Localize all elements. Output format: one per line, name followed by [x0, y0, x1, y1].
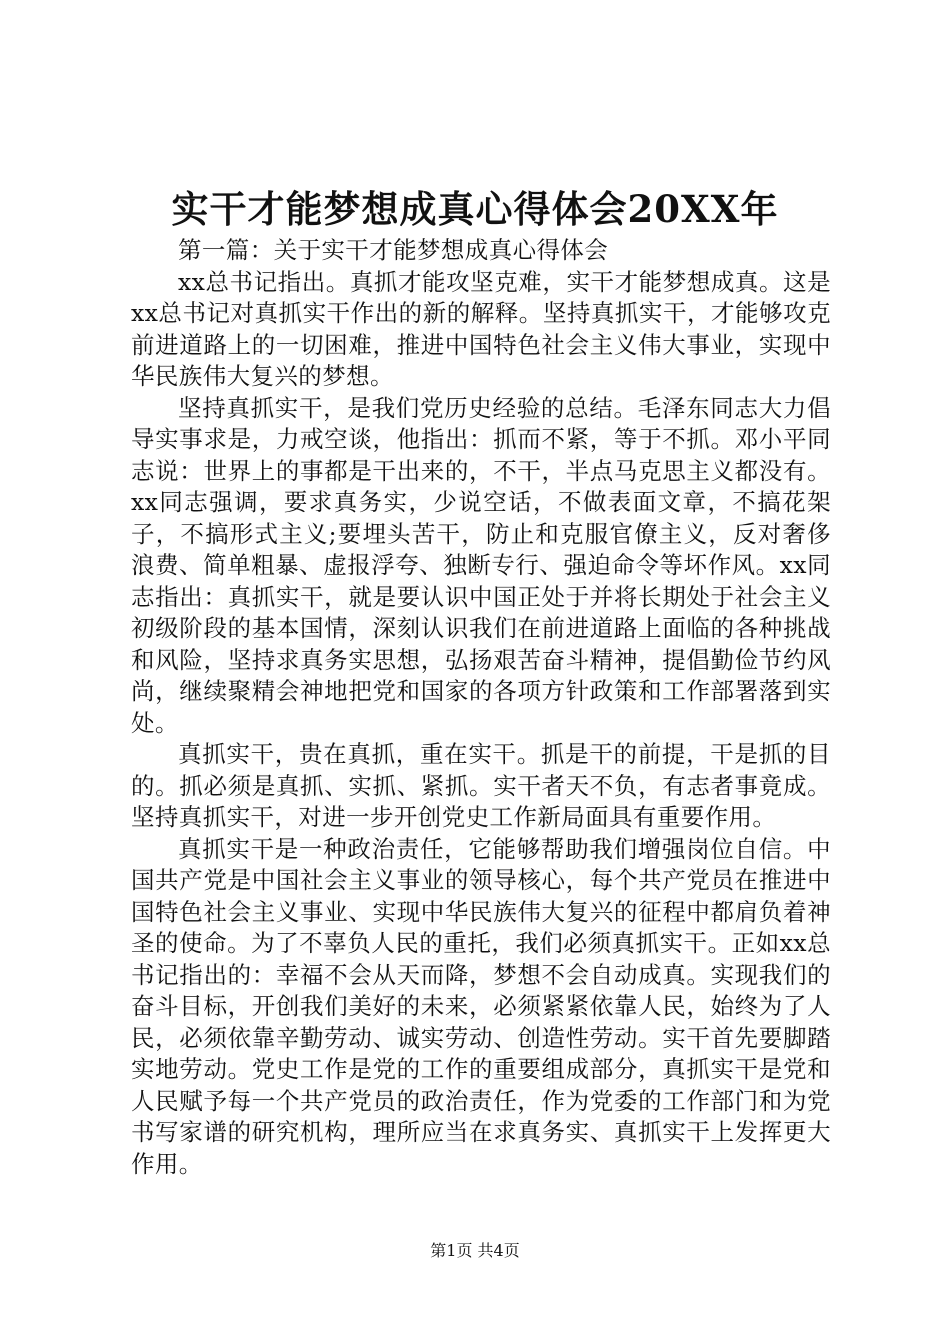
paragraph: xx总书记指出。真抓才能攻坚克难，实干才能梦想成真。这是xx总书记对真抓实干作出的新的解释。坚持真抓实干，才能够攻克前进道路上的一切困难，推进中国特色社会主义伟大事业，实现中华民族伟大复兴的梦想。: [131, 267, 831, 390]
paragraph: 真抓实干是一种政治责任，它能够帮助我们增强岗位自信。中国共产党是中国社会主义事业的领导核心，每个共产党员在推进中国特色社会主义事业、实现中华民族伟大复兴的征程中都肩负着神圣的使命。为了不辜负人民的重托，我们必须真抓实干。正如xx总书记指出的：幸福不会从天而降，梦想不会自动成真。实现我们的奋斗目标，开创我们美好的未来，必须紧紧依靠人民，始终为了人民，必须依靠辛勤劳动、诚实劳动、创造性劳动。实干首先要脚踏实地劳动。党史工作是党的工作的重要组成部分，真抓实干是党和人民赋予每一个共产党员的政治责任，作为党委的工作部门和为党书写家谱的研究机构，理所应当在求真务实、真抓实干上发挥更大作用。: [131, 834, 831, 1178]
paragraph: 坚持真抓实干，是我们党历史经验的总结。毛泽东同志大力倡导实事求是，力戒空谈，他指出：抓而不紧，等于不抓。邓小平同志说：世界上的事都是干出来的，不干，半点马克思主义都没有。xx同志强调，要求真务实，少说空话，不做表面文章，不搞花架子，不搞形式主义;要埋头苦干，防止和克服官僚主义，反对奢侈浪费、简单粗暴、虚报浮夸、独断专行、强迫命令等坏作风。xx同志指出：真抓实干，就是要认识中国正处于并将长期处于社会主义初级阶段的基本国情，深刻认识我们在前进道路上面临的各种挑战和风险，坚持求真务实思想，弘扬艰苦奋斗精神，提倡勤俭节约风尚，继续聚精会神地把党和国家的各项方针政策和工作部署落到实处。: [131, 393, 831, 737]
paragraph: 真抓实干，贵在真抓，重在实干。抓是干的前提，干是抓的目的。抓必须是真抓、实抓、紧抓。实干者天不负，有志者事竟成。坚持真抓实干，对进一步开创党史工作新局面具有重要作用。: [131, 740, 831, 831]
document-body: [131, 235, 831, 1180]
section-heading: 第一篇：关于实干才能梦想成真心得体会: [178, 236, 609, 264]
page-footer: 第1页 共4页: [430, 1241, 520, 1260]
document-title: 实干才能梦想成真心得体会20XX年: [171, 187, 779, 231]
